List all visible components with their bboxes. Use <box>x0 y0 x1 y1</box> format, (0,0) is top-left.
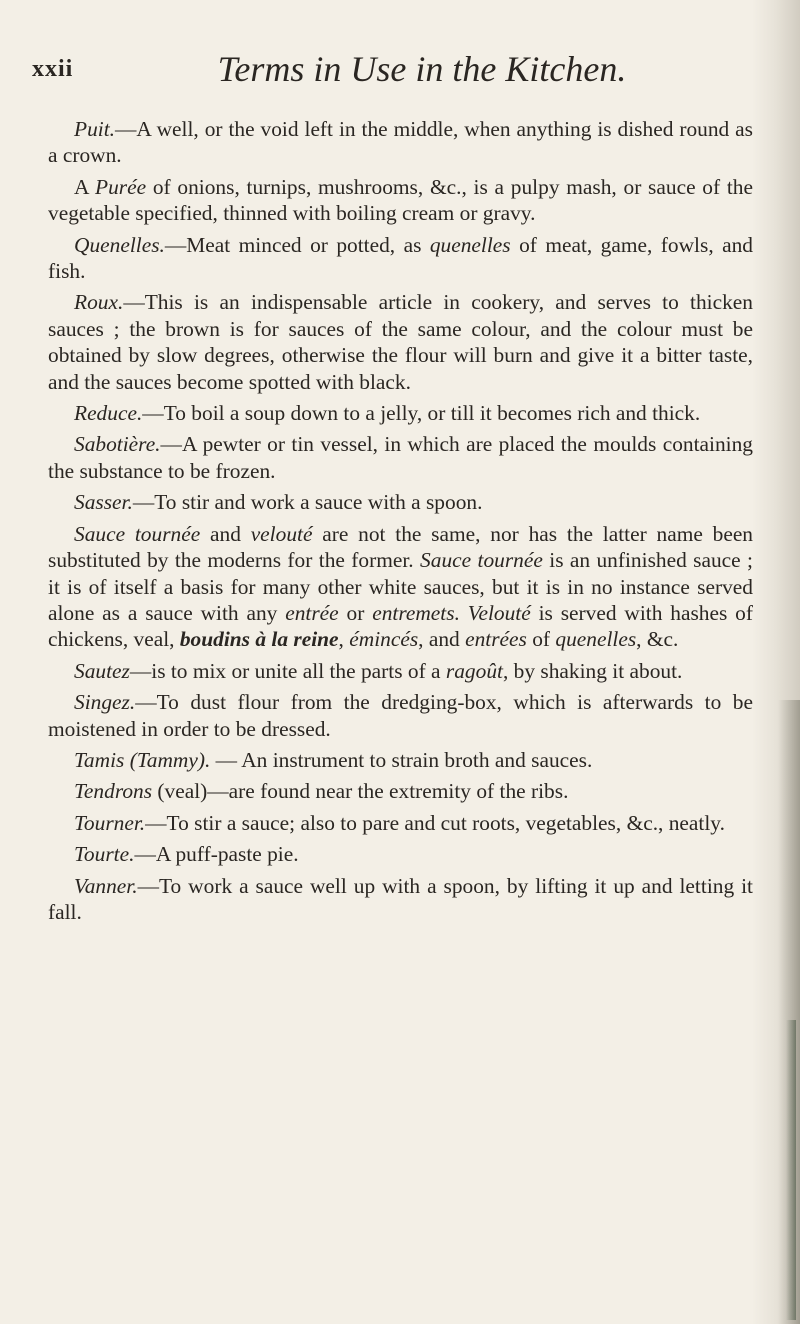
glossary-entry <box>48 521 753 653</box>
entry-separator: — <box>132 490 155 515</box>
glossary-entry <box>48 174 753 227</box>
entry-definition: is to mix or unite all the parts of a ragoût, by shaking it about. <box>151 658 683 683</box>
entry-term: Tourner. <box>74 810 146 835</box>
entry-definition: A puff-paste pie. <box>155 842 299 867</box>
page-header <box>32 48 772 108</box>
entry-separator: — <box>115 117 137 141</box>
entry-separator: — <box>134 842 156 867</box>
entry-term: Tamis (Tammy). <box>74 747 211 772</box>
entry-definition: An instrument to strain broth and sauces. <box>241 747 593 772</box>
page-edge-stain <box>786 1020 796 1320</box>
entry-definition: A Purée of onions, turnips, mushrooms, &c., is a pulpy mash, or sauce of the vegetable specified, thinned with boiling cream or gravy. <box>48 174 753 226</box>
glossary-entry <box>48 689 753 742</box>
entry-separator: — <box>135 690 157 715</box>
entry-term: Vanner. <box>74 873 138 898</box>
running-title: Terms in Use in the Kitchen. <box>217 49 627 89</box>
entry-term: Puit. <box>74 117 115 141</box>
entry-separator: — <box>137 873 159 898</box>
glossary-entry <box>48 431 753 484</box>
entry-definition: A well, or the void left in the middle, when anything is dished round as a crown. <box>48 117 753 168</box>
page-number: xxii <box>32 56 74 82</box>
entry-separator: — <box>123 290 145 315</box>
entry-separator: — <box>129 658 152 683</box>
glossary-entry <box>48 400 753 426</box>
entry-term: Sautez <box>74 658 130 683</box>
entry-definition: To boil a soup down to a jelly, or till it becomes rich and thick. <box>163 401 701 426</box>
entry-definition: This is an indispensable article in cookery, and serves to thicken sauces ; the brown is for sauces of the same colour, and the colour must be obtained by slow degrees, otherwise the flour will burn and give it a bitter taste, and the sauces become spotted with black. <box>48 290 753 394</box>
entry-definition: To stir and work a sauce with a spoon. <box>154 490 483 515</box>
entry-term: Roux. <box>74 290 124 315</box>
entry-definition: To stir a sauce; also to pare and cut roots, vegetables, &c., neatly. <box>166 810 725 835</box>
entry-term: Singez. <box>74 690 136 715</box>
glossary-entry <box>48 747 753 773</box>
glossary-entry <box>48 841 753 867</box>
entry-term: Tendrons <box>74 779 153 804</box>
glossary-entry <box>48 232 753 285</box>
entry-separator: — <box>142 401 164 426</box>
glossary-entry <box>48 116 753 169</box>
glossary-body <box>48 116 753 930</box>
entry-separator: — <box>210 747 242 772</box>
entry-term: Quenelles. <box>74 232 165 257</box>
entry-separator: — <box>164 232 187 257</box>
entry-definition: Sauce tournée and velouté are not the same, nor has the latter name been substituted by the moderns for the former. Sauce tournée is an unfinished sauce ; it is of itself a basis for many other white sauces, but it is in no instance served alone as a sauce with any entrée or entremets. Velouté is served with hashes of chickens, veal, boudins à la reine, émincés, and entrées of quenelles, &c. <box>48 521 754 652</box>
glossary-entry <box>48 658 753 684</box>
entry-definition: (veal)—are found near the extremity of the ribs. <box>157 779 569 804</box>
glossary-entry <box>48 873 753 926</box>
glossary-entry <box>48 489 753 515</box>
glossary-entry <box>48 810 753 836</box>
entry-definition: Meat minced or potted, as quenelles of meat, game, fowls, and fish. <box>48 232 753 284</box>
entry-term: Sasser. <box>74 490 133 515</box>
entry-term: Sabotière. <box>74 432 161 457</box>
entry-term: Tourte. <box>74 842 135 867</box>
entry-definition: A pewter or tin vessel, in which are placed the moulds containing the substance to be frozen. <box>48 432 753 483</box>
entry-definition: To dust flour from the dredging-box, which is afterwards to be moistened in order to be dressed. <box>48 690 753 741</box>
glossary-entry <box>48 289 753 395</box>
entry-definition: To work a sauce well up with a spoon, by lifting it up and letting it fall. <box>48 873 753 924</box>
glossary-entry <box>48 778 753 804</box>
entry-term: Reduce. <box>74 401 143 426</box>
entry-separator: — <box>145 810 167 835</box>
entry-separator: — <box>160 432 182 457</box>
